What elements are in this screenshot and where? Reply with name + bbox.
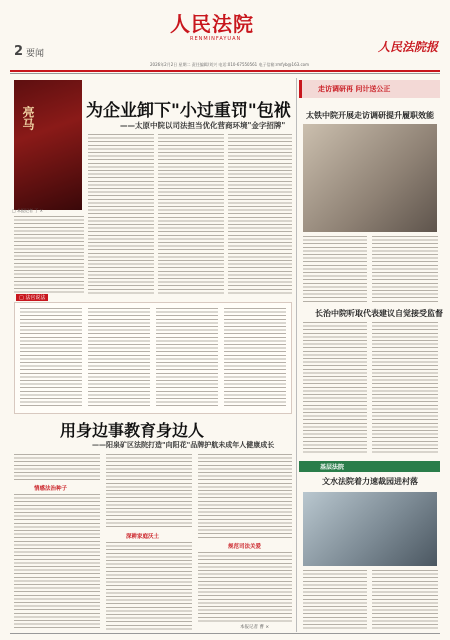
story1-column-3 xyxy=(228,134,292,294)
right-photo-2 xyxy=(303,492,437,566)
story2-col-2b xyxy=(106,542,192,630)
masthead xyxy=(0,0,450,78)
quote-col-2 xyxy=(88,308,150,408)
quote-tag: □ 法官说法 xyxy=(16,294,48,301)
right-text-1b xyxy=(372,236,438,302)
right-headline-1: 太铁中院开展走访调研提升履职效能 xyxy=(306,111,434,120)
quote-col-4 xyxy=(224,308,286,408)
bottom-rule xyxy=(10,633,440,634)
right-text-3a xyxy=(303,570,367,630)
lead-photo xyxy=(14,80,82,210)
top-rule xyxy=(10,70,440,72)
right-banner-text: 走访调研再 问计送公正 xyxy=(318,85,391,93)
right-headline-3: 文水法院着力速裁园进村落 xyxy=(322,477,418,486)
column-divider xyxy=(296,78,297,632)
subheadline-1: ——太原中院以司法担当优化营商环境"金字招牌" xyxy=(120,121,286,130)
story2-col-1a xyxy=(14,454,100,480)
headline-1: 为企业卸下"小过重罚"包袱 xyxy=(86,101,291,121)
photo-caption: □ 本报记者 丁 × xyxy=(12,208,43,213)
right-text-2a xyxy=(303,322,367,454)
quote-col-1 xyxy=(20,308,82,408)
lead-photo-text: 亮马 xyxy=(21,106,35,130)
quote-col-3 xyxy=(156,308,218,408)
story2-byline: 本报记者 曹 × xyxy=(240,625,270,630)
newspaper-logo: 人民法院报 xyxy=(378,40,439,54)
masthead-pinyin: RENMINFAYUAN xyxy=(190,36,242,42)
headline-2: 用身边事教育身边人 xyxy=(60,421,205,440)
dateline: 2026年2月2日 星期二 责任编辑/刘兴 电话:010-67550561 电子信箱:rmfyb@163.com xyxy=(150,62,309,67)
story1-column-1 xyxy=(88,134,154,294)
right-text-2b xyxy=(372,322,438,454)
top-thin-rule xyxy=(10,73,440,74)
right-text-1a xyxy=(303,236,367,302)
story2-col-1b xyxy=(14,494,100,630)
masthead-title: 人民法院 xyxy=(170,12,254,36)
green-banner-text: 基层法院 xyxy=(320,464,345,471)
right-headline-2: 长治中院听取代表建议自觉接受监督 xyxy=(315,309,443,318)
right-photo-1 xyxy=(303,124,437,232)
story2-col-2a xyxy=(106,454,192,528)
page-label: 要闻 xyxy=(26,49,45,59)
section-heading-b: 深耕家庭沃土 xyxy=(126,534,160,540)
right-text-3b xyxy=(372,570,438,630)
story2-col-3b xyxy=(198,552,292,622)
subheadline-2: ——阳泉矿区法院打造"向阳花"品牌护航未成年人健康成长 xyxy=(92,441,275,449)
page-number: 2 xyxy=(14,44,24,59)
story1-column-0 xyxy=(14,216,84,294)
story2-col-3a xyxy=(198,454,292,538)
section-heading-c: 规范司法关爱 xyxy=(228,544,262,550)
story1-column-2 xyxy=(158,134,224,294)
section-heading-a: 情感法治种子 xyxy=(34,486,68,492)
